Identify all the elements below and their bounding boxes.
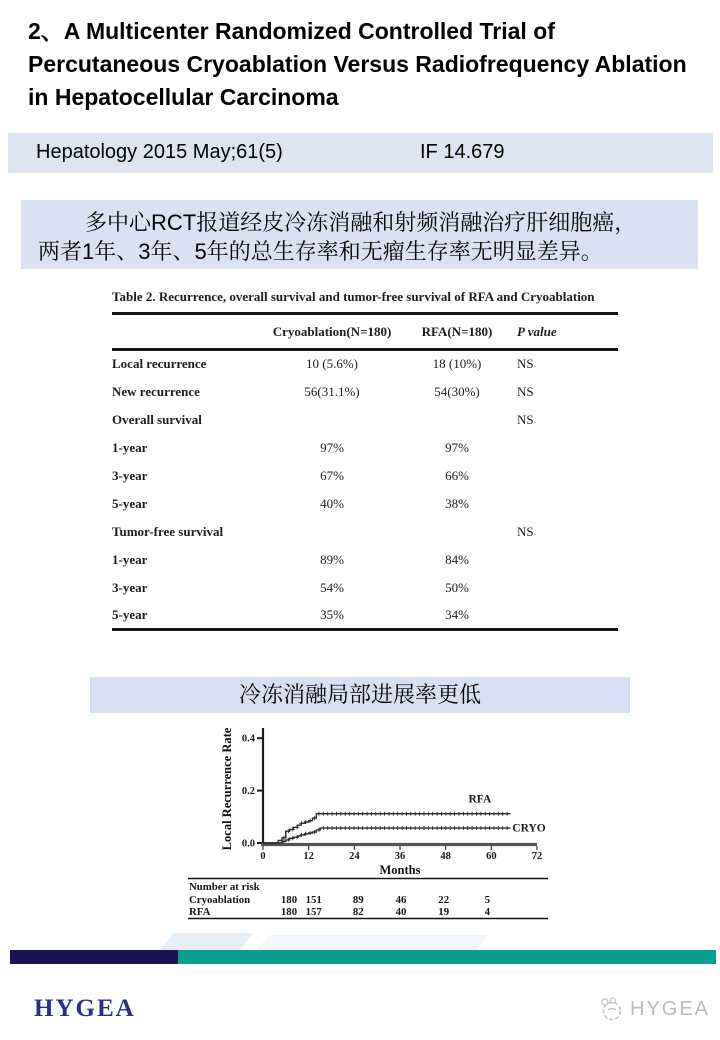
table-cell: 1-year [112,551,148,567]
table-row [112,490,618,518]
risk-value: 40 [395,906,407,918]
table-cell: 89% [320,551,344,567]
risk-row-label: Cryoablation [189,894,251,906]
table-cell [397,406,517,434]
x-tick-label: 24 [349,851,360,862]
paper-table [112,312,618,631]
table-cell [397,518,517,546]
summary-line-2: 两者1年、3年、5年的总生存率和无瘤生存率无明显差异。 [38,239,603,264]
watermark-logo-icon [598,996,624,1022]
table-cell: 40% [320,495,344,511]
table-cell [517,434,618,462]
table-cell [517,462,618,490]
x-axis-title: Months [379,863,421,877]
table-cell: 97% [320,439,344,455]
hygea-logo: HYGEA [34,995,136,1022]
column-header: RFA(N=180) [421,323,493,339]
risk-value: 5 [484,894,491,906]
watermark-text: HYGEA [630,997,711,1020]
risk-value: 180 [280,894,298,906]
risk-value: 157 [305,906,322,918]
table-cell [517,546,618,574]
header-row [112,314,618,350]
table-cell [517,574,618,602]
table-cell: 3-year [112,579,148,595]
table-row [112,462,618,490]
x-tick-label: 60 [486,851,497,862]
table-cell: NS [517,383,534,399]
chart-caption-bar [90,677,630,713]
y-axis-title: Local Recurrence Rate [220,727,234,851]
table-row [112,406,618,434]
x-tick-label: 0 [260,851,266,862]
table-row [112,518,618,546]
x-tick-label: 48 [440,851,451,862]
table-cell: 5-year [112,495,148,511]
table-row [112,350,618,378]
table-cell: 5-year [112,606,148,622]
y-tick-label: 0.0 [241,838,255,850]
table-cell: 84% [445,551,469,567]
table-cell: 18 (10%) [432,356,482,372]
table-cell: 50% [445,579,469,595]
series-label-cryo: CRYO [512,822,546,835]
table-cell: 10 (5.6%) [306,356,358,372]
km-chart [180,718,580,925]
table-cell [517,490,618,518]
summary-box [21,200,698,269]
table-cell: 3-year [112,467,148,483]
table-cell: NS [517,411,534,427]
table-cell: NS [517,356,534,372]
y-tick-label: 0.2 [241,786,255,798]
table-cell: Tumor-free survival [112,523,224,539]
table-cell: 54(30%) [434,383,480,399]
risk-row-label: RFA [189,906,211,918]
x-tick-label: 36 [394,851,406,862]
paper-table-body [112,350,618,630]
risk-value: 46 [395,894,407,906]
table-cell [267,406,397,434]
paper-table-title: Table 2. Recurrence, overall survival and tumor-free survival of RFA and Cryoablation [112,289,595,304]
citation-bar [8,133,713,173]
table-cell: 54% [320,579,344,595]
paper-table-head [112,314,618,350]
risk-value: 82 [352,906,364,918]
table-cell: 35% [320,606,344,622]
risk-value: 4 [484,906,491,918]
impact-factor: IF 14.679 [420,141,505,163]
summary-line-1: 多中心RCT报道经皮冷冻消融和射频消融治疗肝细胞癌， [85,210,637,235]
table-cell: 1-year [112,439,148,455]
table-row [112,602,618,630]
number-at-risk-label: Number at risk [189,881,260,893]
footer-bar-teal [178,950,716,964]
table-cell: 56(31.1%) [304,383,360,399]
watermark [598,996,710,1022]
footer-bar-navy [10,950,178,964]
citation-text: Hepatology 2015 May;61(5) [36,141,283,163]
table-cell [517,602,618,630]
table-cell: 67% [320,467,344,483]
table-row [112,378,618,406]
risk-value: 180 [280,906,298,918]
x-tick-label: 72 [531,851,543,862]
slide-title [28,15,696,114]
table-row [112,546,618,574]
risk-value: 22 [438,894,450,906]
slide-title-line-2: Percutaneous Cryoablation Versus Radiofrequency Ablation [28,51,687,77]
table-row [112,574,618,602]
table-cell [267,518,397,546]
risk-value: 19 [438,906,450,918]
slide-title-line-1: 2、A Multicenter Randomized Controlled Trial of [28,18,555,44]
table-cell: 66% [445,467,469,483]
table-cell: Local recurrence [112,356,207,372]
column-header [112,314,267,350]
table-row [112,434,618,462]
km-chart-svg [180,718,580,925]
column-header: Cryoablation(N=180) [272,323,392,339]
series-label-rfa: RFA [468,793,492,806]
table-cell: 97% [445,439,469,455]
risk-value: 89 [352,894,364,906]
x-tick-label: 12 [303,851,314,862]
table-cell: NS [517,523,534,539]
column-header: P value [517,323,557,339]
table-cell: New recurrence [112,383,200,399]
table-cell: 38% [445,495,469,511]
y-tick-label: 0.4 [241,733,255,745]
km-curve-cryo [263,828,510,843]
chart-caption: 冷冻消融局部进展率更低 [238,682,481,707]
table-cell: Overall survival [112,411,202,427]
risk-value: 151 [305,894,322,906]
slide-title-line-3: in Hepatocellular Carcinoma [28,84,339,110]
paper-figure [95,289,625,631]
table-cell: 34% [445,606,469,622]
